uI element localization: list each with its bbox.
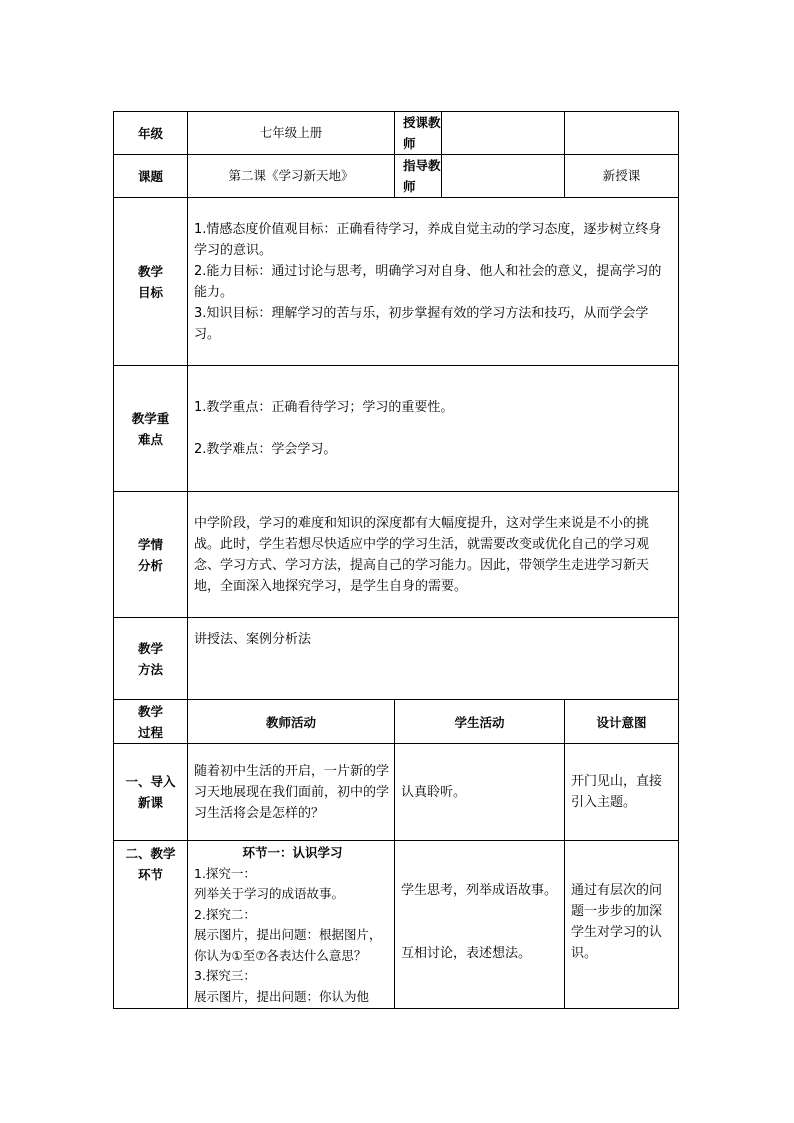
design-intent: 开门见山，直接引入主题。: [565, 744, 679, 841]
process-row-teaching: [114, 841, 679, 1009]
student-line: 互相讨论，表述想法。: [401, 946, 532, 961]
key-point: 1.教学重点：正确看待学习；学习的重要性。: [194, 400, 454, 415]
design-intent: 通过有层次的问题一步步的加深学生对学习的认识。: [565, 841, 679, 1009]
teacher-line: 3.探究三：: [194, 968, 256, 983]
key-points-label: 教学重难点: [114, 366, 188, 492]
methods-label: 教学方法: [114, 618, 188, 700]
analysis-content: 中学阶段，学习的难度和知识的深度都有大幅度提升，这对学生来说是不小的挑战。此时，学生若想尽快适应中学的学习生活，就需要改变或优化自己的学习观念、学习方式、学习方法，提高自己的学习能力。因此，带领学生走进学习新天地，全面深入地探究学习，是学生自身的需要。: [188, 492, 679, 618]
segment-title: 环节一：认识学习: [242, 845, 343, 860]
teacher-label: 授课教师: [395, 112, 442, 155]
analysis-label: 学情分析: [114, 492, 188, 618]
teacher-line: 2.探究二：: [194, 906, 256, 922]
topic-row: [114, 155, 679, 198]
teacher-extra: [565, 112, 679, 155]
goal-item: 1.情感态度价值观目标：正确看待学习，养成自觉主动的学习态度，逐步树立终身学习的意识。: [194, 221, 662, 258]
student-line: 学生思考，列举成语故事。: [401, 883, 558, 898]
key-points-content: [188, 366, 679, 492]
goals-label: 教学目标: [114, 198, 188, 366]
analysis-row: [114, 492, 679, 618]
teacher-line: 1.探究一：: [194, 865, 256, 881]
teacher-activity: 随着初中生活的开启，一片新的学习天地展现在我们面前，初中的学习生活将会是怎样的？: [188, 744, 395, 841]
topic-value: 第二课《学习新天地》: [188, 155, 395, 198]
student-activity: [395, 841, 565, 1009]
stage-label: 二、教学环节: [114, 841, 188, 1009]
col-teacher-activity: 教师活动: [188, 700, 395, 744]
supervisor-value: [442, 155, 565, 198]
goal-item: 2.能力目标：通过讨论与思考，明确学习对自身、他人和社会的意义，提高学习的能力。: [194, 263, 662, 300]
stage-label: 一、导入新课: [114, 744, 188, 841]
col-student-activity: 学生活动: [395, 700, 565, 744]
difficult-point: 2.教学难点：学会学习。: [194, 442, 337, 457]
teacher-line: 展示图片，提出问题：根据图片，你认为①至⑦各表达什么意思？: [194, 927, 382, 963]
col-design-intent: 设计意图: [565, 700, 679, 744]
grade-value: 七年级上册: [188, 112, 395, 155]
goals-content: [188, 198, 679, 366]
methods-row: [114, 618, 679, 700]
process-header-row: [114, 700, 679, 744]
lesson-plan-table: [113, 111, 679, 1009]
grade-row: [114, 112, 679, 155]
key-points-row: [114, 366, 679, 492]
process-label: 教学过程: [114, 700, 188, 744]
supervisor-label: 指导教师: [395, 155, 442, 198]
teacher-line: 列举关于学习的成语故事。: [194, 886, 345, 901]
teacher-value: [442, 112, 565, 155]
process-row-intro: [114, 744, 679, 841]
teacher-line: 展示图片，提出问题：你认为他: [194, 988, 370, 1004]
goals-row: [114, 198, 679, 366]
topic-label: 课题: [114, 155, 188, 198]
methods-content: 讲授法、案例分析法: [188, 618, 679, 700]
grade-label: 年级: [114, 112, 188, 155]
teacher-activity: [188, 841, 395, 1009]
student-activity: 认真聆听。: [395, 744, 565, 841]
lesson-type: 新授课: [565, 155, 679, 198]
goal-item: 3.知识目标：理解学习的苦与乐，初步掌握有效的学习方法和技巧，从而学会学习。: [194, 305, 649, 342]
